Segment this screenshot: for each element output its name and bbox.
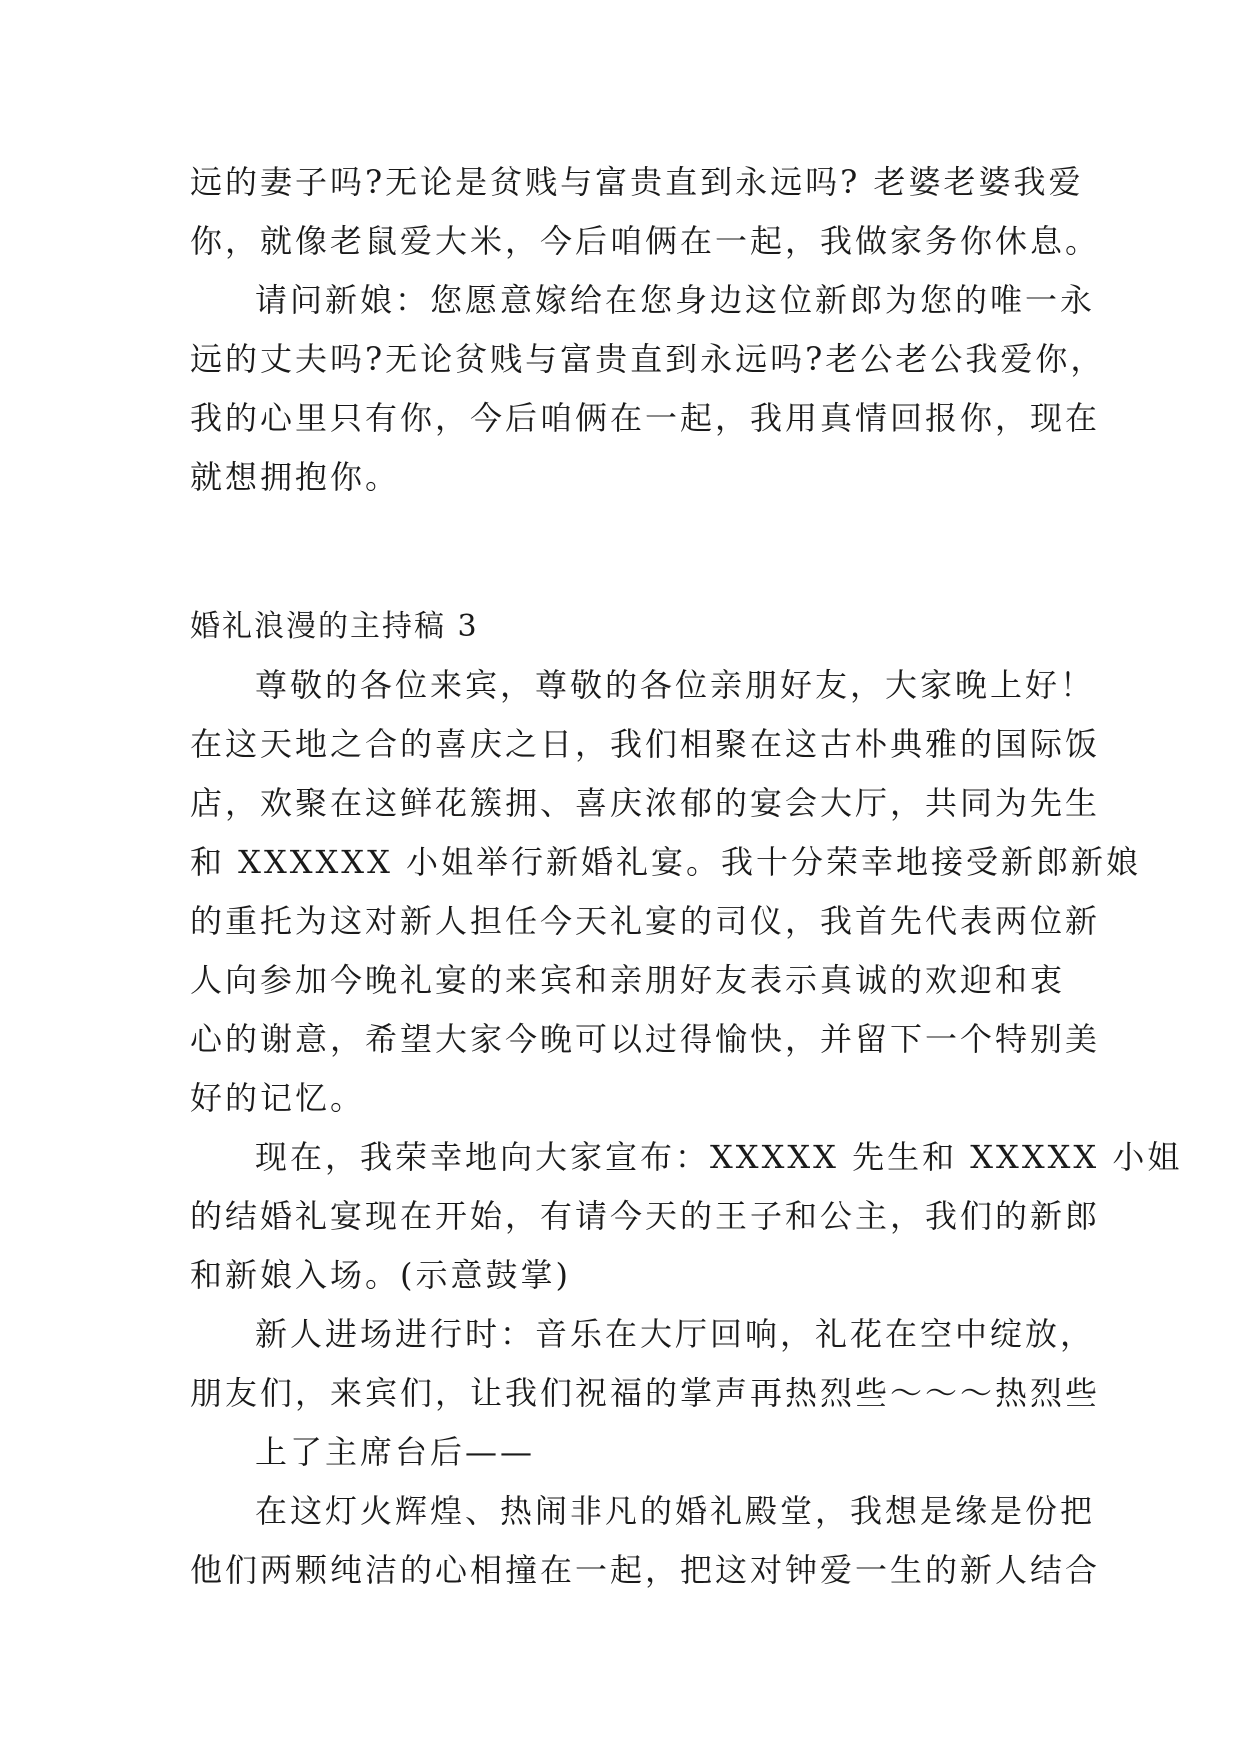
text-line: 现在，我荣幸地向大家宣布：XXXXX 先生和 XXXXX 小姐 (255, 1138, 1183, 1176)
text-line: 和 XXXXXX 小姐举行新婚礼宴。我十分荣幸地接受新郎新娘 (190, 843, 1142, 881)
text-line: 远的丈夫吗?无论贫贱与富贵直到永远吗?老公老公我爱你， (190, 340, 1106, 378)
text-line: 请问新娘：您愿意嫁给在您身边这位新郎为您的唯一永 (255, 281, 1096, 319)
document-body (190, 153, 1183, 1600)
text-line: 新人进场进行时：音乐在大厅回响，礼花在空中绽放， (255, 1315, 1096, 1353)
text-line: 好的记忆。 (190, 1079, 366, 1117)
text-line: 心的谢意，希望大家今晚可以过得愉快，并留下一个特别美 (190, 1020, 1101, 1058)
text-line: 远的妻子吗?无论是贫贱与富贵直到永远吗? 老婆老婆我爱 (190, 163, 1084, 201)
text-line: 在这灯火辉煌、热闹非凡的婚礼殿堂，我想是缘是份把 (255, 1492, 1096, 1530)
text-line: 他们两颗纯洁的心相撞在一起，把这对钟爱一生的新人结合 (190, 1551, 1101, 1589)
text-line: 尊敬的各位来宾，尊敬的各位亲朋好友，大家晚上好！ (255, 666, 1096, 704)
paragraph-vow-bride (190, 271, 1106, 507)
paragraph-welcome (190, 656, 1142, 1128)
paragraph-vow-groom-tail (190, 153, 1101, 271)
section-heading: 婚礼浪漫的主持稿 3 (190, 609, 479, 644)
text-line: 就想拥抱你。 (190, 458, 401, 496)
text-line: 和新娘入场。(示意鼓掌) (190, 1256, 571, 1294)
text-line: 人向参加今晚礼宴的来宾和亲朋好友表示真诚的欢迎和衷 (190, 961, 1066, 999)
paragraph-stage (190, 1423, 1060, 1482)
text-line: 你，就像老鼠爱大米，今后咱俩在一起，我做家务你休息。 (190, 222, 1101, 260)
paragraph-announcement (190, 1128, 1183, 1305)
text-line: 的重托为这对新人担任今天礼宴的司仪，我首先代表两位新 (190, 902, 1101, 940)
text-line: 店，欢聚在这鲜花簇拥、喜庆浓郁的宴会大厅，共同为先生 (190, 784, 1101, 822)
paragraph-hall (190, 1482, 1101, 1600)
text-line: 在这天地之合的喜庆之日，我们相聚在这古朴典雅的国际饭 (190, 725, 1101, 763)
text-line: 朋友们，来宾们，让我们祝福的掌声再热烈些～～～热烈些 (190, 1374, 1101, 1412)
text-line: 上了主席台后—— (255, 1433, 536, 1471)
text-line: 我的心里只有你，今后咱俩在一起，我用真情回报你，现在 (190, 399, 1101, 437)
text-line: 的结婚礼宴现在开始，有请今天的王子和公主，我们的新郎 (190, 1197, 1101, 1235)
section-spacer (190, 507, 1060, 597)
paragraph-entrance (190, 1305, 1101, 1423)
